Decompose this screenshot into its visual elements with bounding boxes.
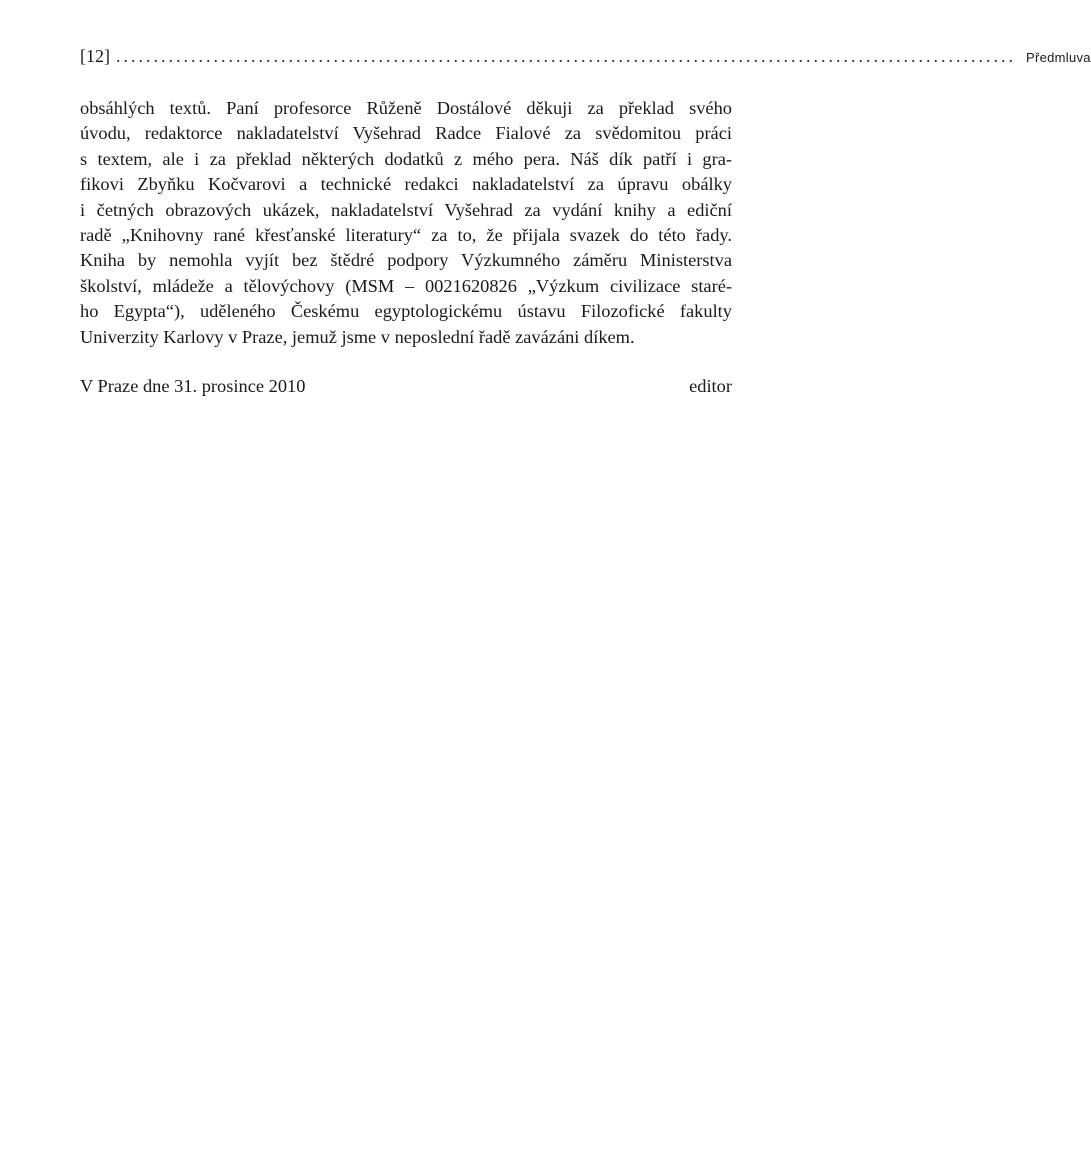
section-title: Předmluva — [1026, 50, 1091, 65]
signoff — [80, 374, 732, 399]
paragraph-line: obsáhlých textů. Paní profesorce Růženě Dostálové děkuji za překlad svého — [80, 98, 732, 118]
paragraph-line: fikovi Zbyňku Kočvarovi a technické redakci nakladatelství za úpravu obálky — [80, 174, 732, 195]
paragraph-line: radě „Knihovny rané křesťanské literatury“ za to, že přijala svazek do této řady. — [80, 225, 732, 246]
paragraph-line: i četných obrazových ukázek, nakladatelství Vyšehrad za vydání knihy a ediční — [80, 199, 732, 220]
paragraph-line: Univerzity Karlovy v Praze, jemuž jsme v neposlední řadě zavázáni díkem. — [80, 326, 635, 347]
running-header — [80, 46, 1091, 74]
place-date: V Praze dne 31. prosince 2010 — [80, 376, 306, 397]
dot-leader: ........................................................................................................................ — [116, 46, 1016, 66]
page-number: [12] — [80, 46, 110, 66]
paragraph-line: Kniha by nemohla vyjít bez štědré podpory Výzkumného záměru Ministerstva — [80, 250, 732, 271]
editor-signature: editor — [689, 376, 732, 397]
document-page — [80, 46, 1091, 399]
paragraph-line: ho Egypta“), uděleného Českému egyptologickému ústavu Filozofické fakulty — [80, 301, 732, 322]
paragraph-line: školství, mládeže a tělovýchovy (MSM – 0021620826 „Výzkum civilizace staré- — [80, 275, 732, 296]
paragraph-line: s textem, ale i za překlad některých dodatků z mého pera. Náš dík patří i gra- — [80, 148, 732, 169]
paragraph-line: úvodu, redaktorce nakladatelství Vyšehrad Radce Fialové za svědomitou práci — [80, 123, 732, 144]
body-paragraph — [80, 96, 732, 350]
